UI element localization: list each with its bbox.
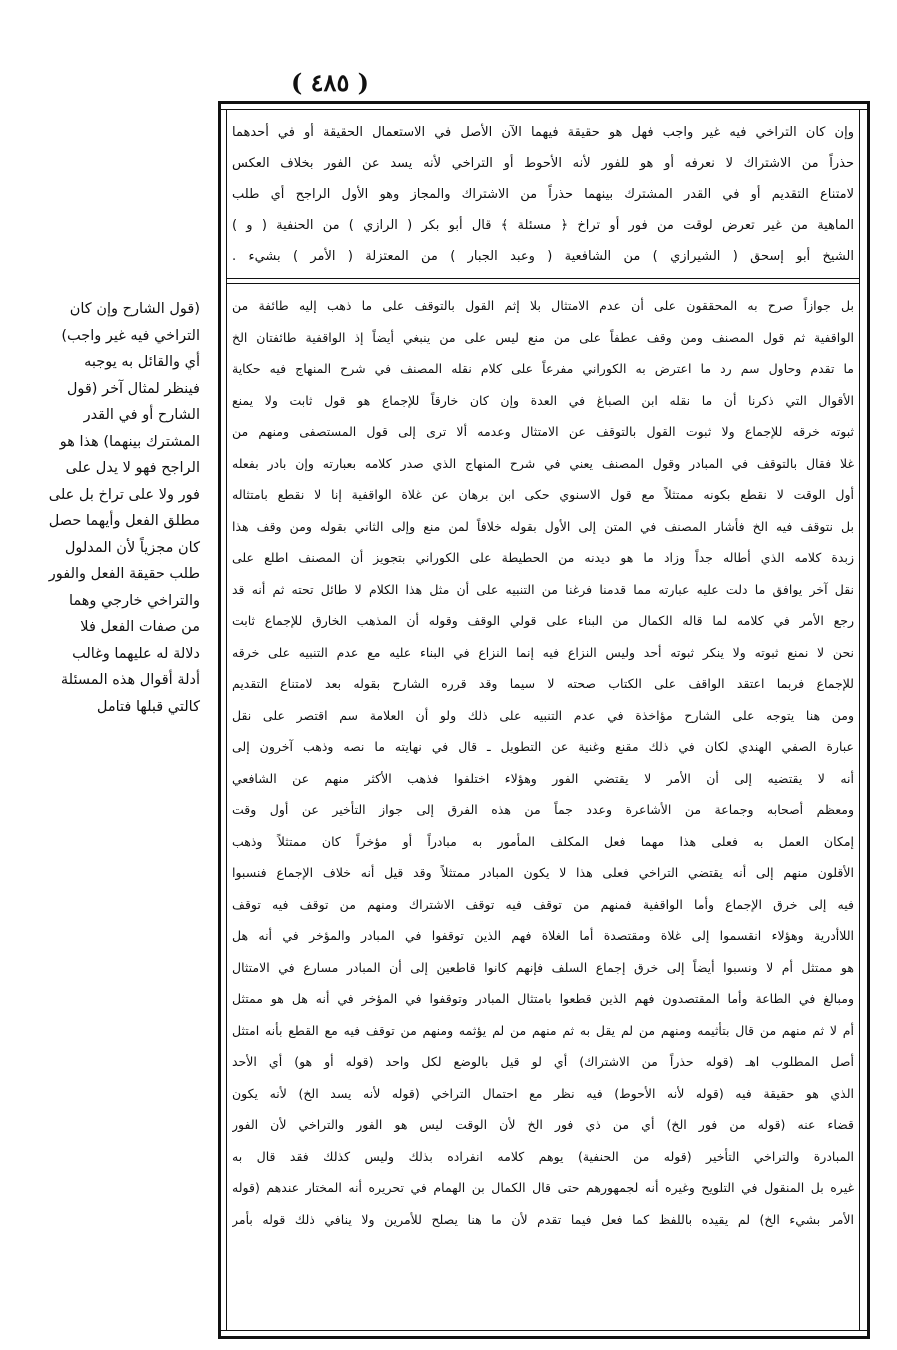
margin-line: والتراخي خارجي وهما [68, 592, 200, 609]
text-line: المبادرة والتراخي التأخير (قوله من الحنفية) يوهم كلامه انفراده بذلك وليس كذلك فقد قال به [232, 1148, 854, 1164]
text-line: زبدة كلامه الذي أطاله جداً وزاد ما هو ديدنه من الحطيطة على الكوراني بتجويز أن المصنف اطلع على [232, 550, 854, 565]
margin-line: التراخي فيه غير واجب) [61, 327, 200, 344]
text-line: ثبوته خرقه للإجماع ولا ثبوت القول بالتوقف عن الامتثال وعدمه ألا ترى إلى قول المستصفى ومنهم من [232, 424, 854, 439]
margin-line: الشارح أو في القدر [83, 407, 200, 423]
frame-border [218, 101, 221, 1338]
margin-line: (قول الشارح وإن كان [69, 301, 200, 317]
frame-border [218, 109, 870, 110]
text-line: عبارة الصفي الهندي لكان في ذلك مقنع وغنية عن التطويل ـ قال في نهايته ما نصه وذهب آخرون إلى [232, 739, 854, 754]
margin-line: المشترك بينهما) هذا هو [59, 433, 200, 450]
margin-line: كالتي قبلها فتامل [96, 698, 200, 715]
margin-line: من صفات الفعل فلا [80, 619, 200, 635]
frame-border [218, 101, 870, 104]
text-line: الأمر بشيء الخ) لم يقيده باللفظ كما فعل فيما تقدم لأن ما هنا يصلح للأمرين ولا ينافي ذلك قوله بأمر [232, 1211, 854, 1227]
text-line: أم لا ثم منهم من قال بتأثيمه ومنهم من لم يقل به ثم منهم من لم يؤثمه ومنهم من توقف فيه مع القطع بأنه امتثل [232, 1022, 854, 1038]
section-divider [226, 278, 860, 279]
frame-border [859, 109, 860, 1331]
margin-line: فور ولا على تراخ بل على [48, 486, 200, 503]
margin-line: أي والقائل به يوجبه [84, 354, 200, 370]
commentary-text-block [232, 290, 854, 1235]
margin-line: مطلق الفعل وأيهما حصل [48, 513, 200, 529]
margin-line: الراجح فهو لا يدل على [65, 460, 200, 476]
margin-line: كان مجزياً لأن المدلول [64, 539, 200, 556]
text-line: اللاأدرية وهؤلاء انقسموا إلى غلاة ومقتصدة أما الغلاة فهم الذين توقفوا في المبادر والمؤخر في أنه هل [232, 928, 854, 943]
text-line: وإن كان التراخي فيه غير واجب فهل هو حقيقة فيهما الآن الأصل في الاستعمال الحقيقة أو في أحدهما [232, 125, 854, 140]
text-line: فيه إلى خرق الإجماع وأما الواقفية فمنهم من توقف فيه توقف الاشتراك ومنهم من توقف فيه توقف [232, 896, 854, 912]
main-text-block [232, 117, 854, 272]
text-line: غلا فقال بالتوقف في المبادر وقول المصنف يعني في شرح المنهاج الذي صدر كلامه بعبارته وإن بادر بفعله [232, 455, 854, 471]
text-line: بل نتوقف فيه الخ فأشار المصنف في المتن إلى الأول بقوله خلافاً لمن منع وإلى الثاني بقوله ومن وقف هذا [232, 518, 854, 534]
text-line: غيره بل المنقول في التلويح وغيره أنه لجمهورهم حتى قال الكمال بن الهمام في تحريره أنه المختار عندهم (قوله [232, 1180, 854, 1195]
margin-gloss [20, 296, 200, 720]
frame-border [226, 109, 227, 1331]
text-line: نقل آخر يوافق ما دلت عليه عبارته مما قدمنا فرغنا من التنبيه على أن مثل هذا الكلام لا طائل تحته ثم أنه قد [232, 581, 854, 597]
text-line: ومعظم أصحابه وجماعة من الأشاعرة وعدد جماً من هذه الفرق إلى جواز التأخير عن أول وقت [232, 802, 854, 817]
text-line: الذي هو حقيقة فيه (قوله لأنه الأحوط) فيه نظر مع احتمال التراخي (قوله لأنه يسد الخ) لأنه يكون [232, 1085, 854, 1101]
frame-border [867, 101, 870, 1338]
section-divider [226, 283, 860, 284]
text-line: بل جوازاً صرح به المحققون على أن عدم الامتثال بلا إثم القول بالتوقف على ما ذهب إليه طائفة من [232, 298, 854, 313]
text-line: الأقوال التي ذكرنا أن ما نقله ابن الصباغ في العدة وإن كان خارقاً للإجماع هو قول ثابت ولا يمنع [232, 392, 854, 408]
text-line: للإجماع فربما اعتقد الواقف على الكتاب صحته لا سيما وقد قرره الشارح بقوله بعد لامتناع التقديم [232, 676, 854, 691]
text-line: هو ممتثل أم لا ونسبوا أيضاً إلى خرق إجماع السلف فإنهم كانوا قاطعين إلى أن المبادر مسارع في الامتثال [232, 959, 854, 975]
text-line: ومن هنا يتوجه على الشارح مؤاخذة في عدم التنبيه على ذلك ولو أن العلامة سم اقتصر على نقل [232, 707, 854, 723]
margin-line: طلب حقيقة الفعل والفور [48, 566, 200, 582]
text-line: حذراً من الاشتراك لا نعرفه أو هو للفور لأنه الأحوط أو التراخي لأنه يسد عن الفور بخلاف العكس [232, 156, 854, 171]
text-line: الماهية من غير تعرض لوقت من فور أو تراخ ﴿ مسئلة ﴾ قال أبو بكر ( الرازي ) من الحنفية ( و ) [232, 218, 854, 233]
frame-border [218, 1336, 870, 1339]
text-line: قضاء عنه (قوله من فور الخ) أي من ذي فور الخ لأن الوقت ليس هو الفور والتراخي لأن الفور [232, 1117, 854, 1132]
text-line: الشيخ أبو إسحق ( الشيرازي ) من الشافعية ( وعبد الجبار ) من المعتزلة ( الأمر ) بشيء . [232, 249, 854, 264]
text-line: أصل المطلوب اهـ (قوله حذراً من الاشتراك) أي لو قيل بالوضع لكل واحد (قوله أو هو) أي الأحد [232, 1054, 854, 1069]
margin-line: فينظر لمثال آخر (قول [66, 380, 200, 397]
text-line: الأقلون منهم إلى أنه يقتضي التراخي فعلى هذا لا يكون المبادر ممتثلاً وقد قيل أنه خلاف الإجماع فنسبوا [232, 865, 854, 880]
text-line: رجع الأمر في كلامه لما قاله الكمال من البناء على قولي الوقف وقوله أن المذهب الخارق للإجماع ثابت [232, 613, 854, 628]
frame-border [218, 1330, 870, 1331]
text-line: لامتناع التقديم أو في القدر المشترك بينهما حذراً من الاشتراك والمجاز وهو الأول الراجح أي طلب [232, 187, 854, 202]
text-line: نحن لا نمنع ثبوته ولا ينكر ثبوته أحد وليس النزاع فيه إنما النزاع في البناء عليه مع عدم التنبيه على خرقه [232, 644, 854, 660]
text-line: الواقفية ثم قول المصنف ومن وقف عطفاً على من منع ليس على من ينبغي أيضاً إذ الواقفية طائفتان الخ [232, 329, 854, 345]
margin-line: أدلة أقوال هذه المسئلة [60, 672, 200, 688]
text-line: أول الوقت لا نقطع بكونه ممتثلاً مع قول الاسنوي حكى ابن برهان عن غلاة الواقفية إنا لا نقطع بامتثاله [232, 487, 854, 502]
page-number: ( ٤٨٥ ) [290, 68, 370, 97]
margin-line: دلالة له عليهما وغالب [72, 645, 200, 662]
text-line: إمكان العمل به فعلى هذا مهما فعل المكلف المأمور به مبادراً أو مؤخراً كان ممتثلاً وذهب [232, 833, 854, 849]
text-line: ما تقدم وحاول سم رد ما اعترض به الكوراني مفرعاً على كلام نقله المصنف في شرح المنهاج فيه حكاية [232, 361, 854, 376]
text-line: أنه لا يقتضيه إلى أن الأمر لا يقتضي الفور وهؤلاء اختلفوا فذهب الأكثر منهم عن الشافعي [232, 770, 854, 786]
text-line: ومبالغ في الطاعة وأما المقتصدون فهم الذين قطعوا بامتثال المبادر وتوقفوا في المؤخر في أنه هل هو ممتثل [232, 991, 854, 1006]
